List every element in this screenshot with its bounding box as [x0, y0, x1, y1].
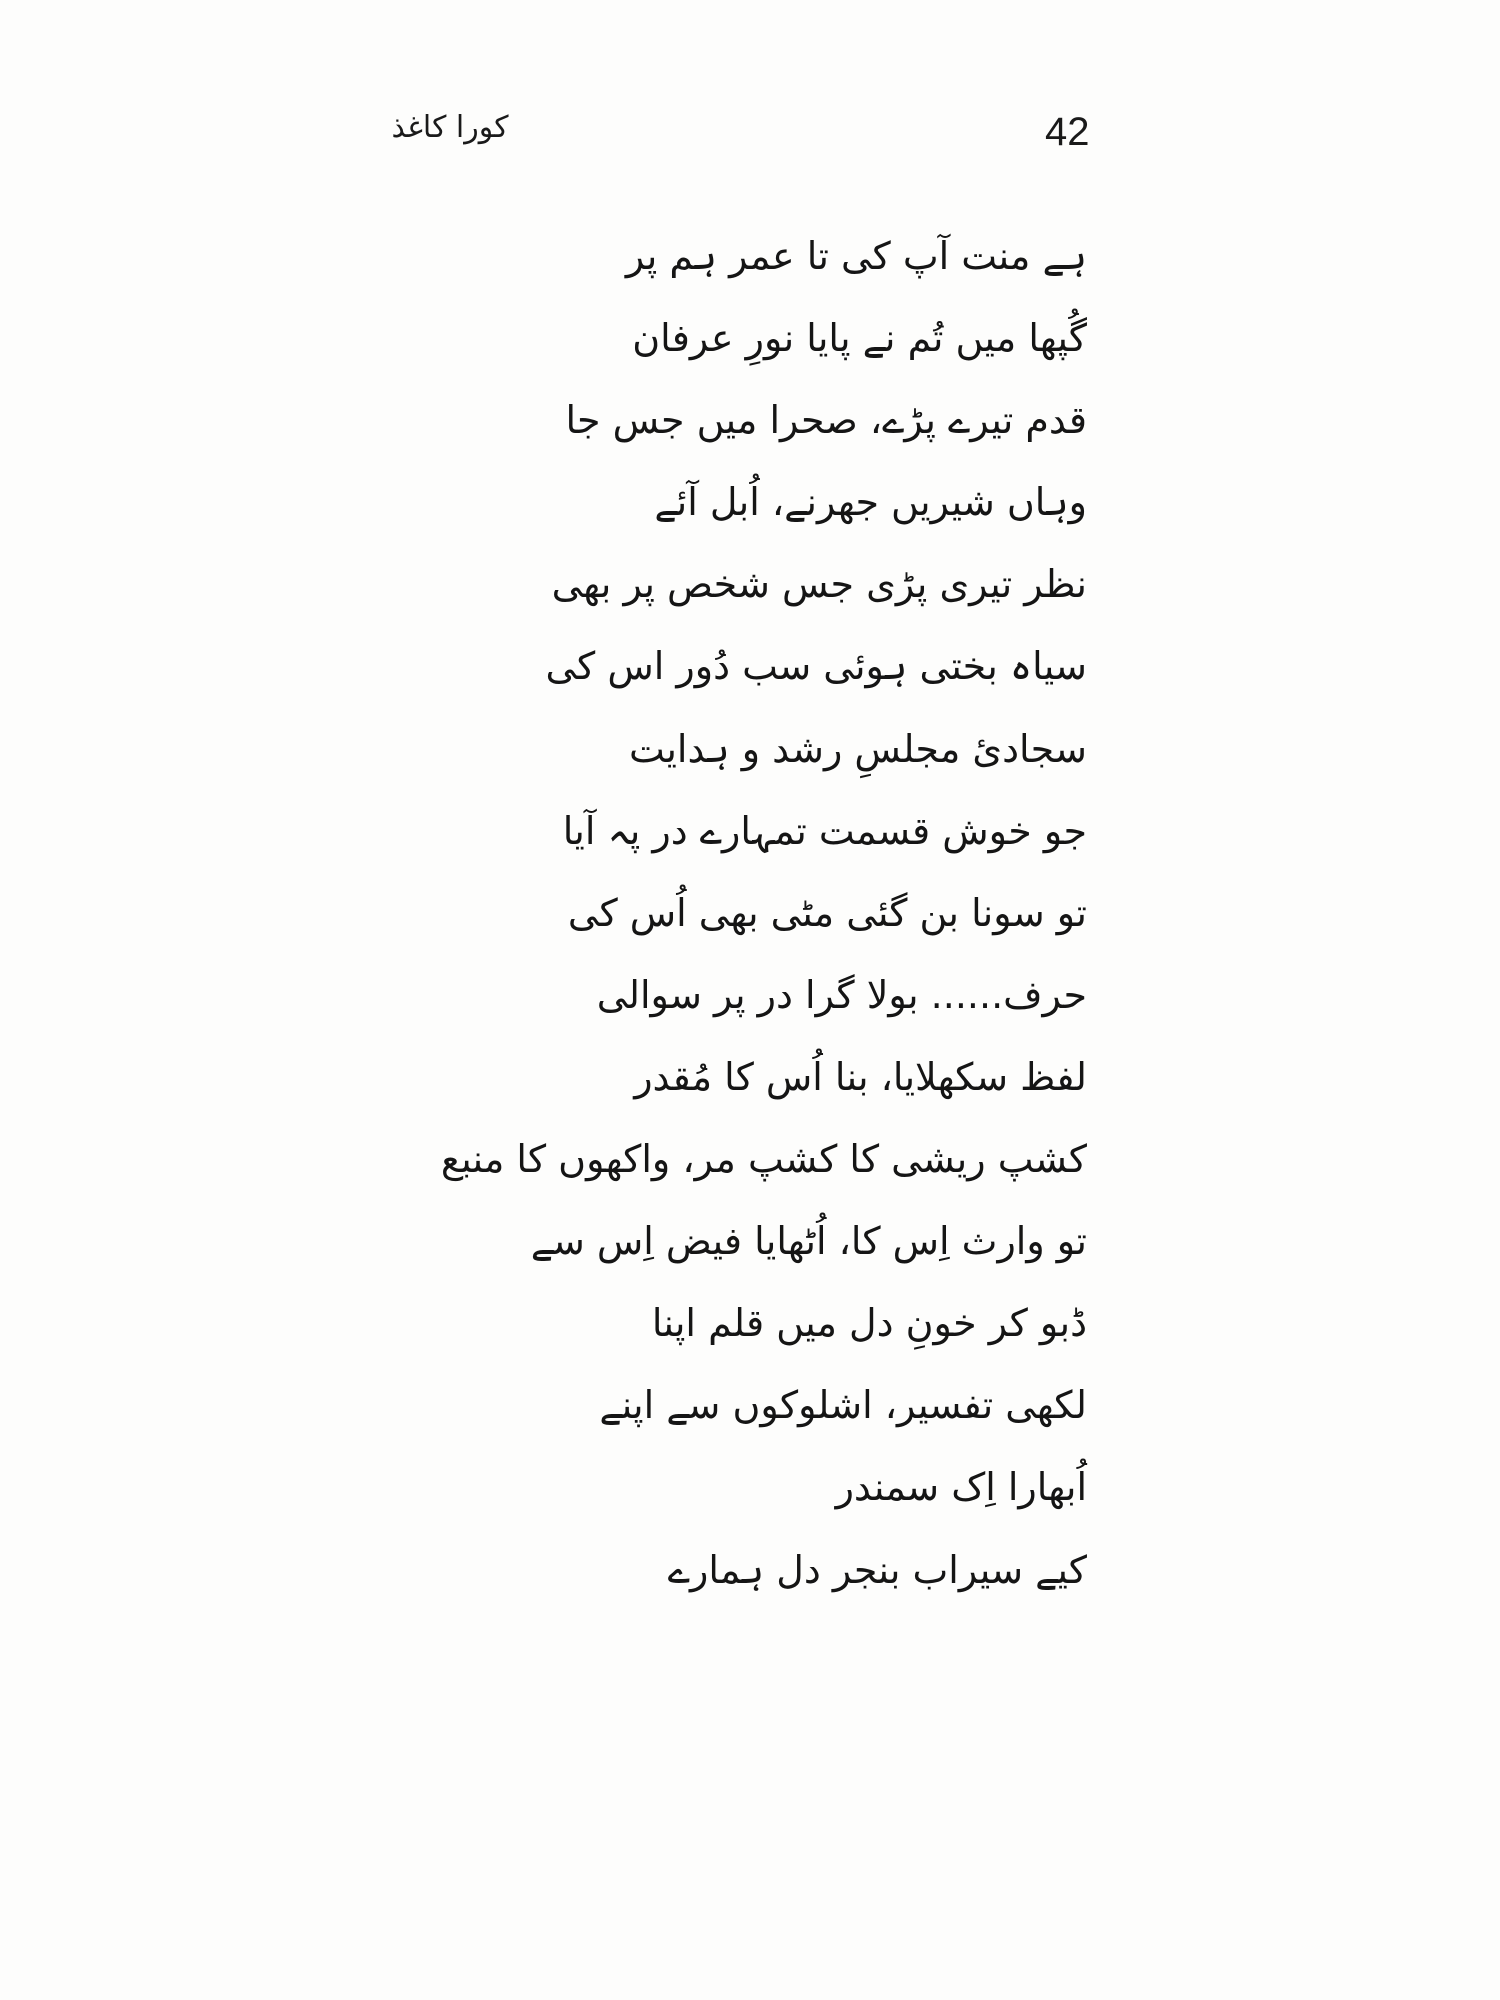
poem-line: نظر تیری پڑی جس شخص پر بھی: [551, 562, 1087, 607]
poem-line: لکھی تفسیر، اشلوکوں سے اپنے: [599, 1383, 1087, 1428]
poem-line: حرف...... بولا گرا در پر سوالی: [596, 972, 1087, 1017]
poem-line: گُپھا میں تُم نے پایا نورِ عرفان: [632, 316, 1087, 361]
poem-line: اُبھارا اِک سمندر: [835, 1465, 1087, 1510]
poem-line: ہے منت آپ کی تا عمر ہم پر: [625, 234, 1087, 278]
page-number: 42: [1045, 110, 1090, 154]
poem-line: جو خوش قسمت تمہارے در پہ آیا: [562, 808, 1087, 853]
poem-line: لفظ سکھلایا، بنا اُس کا مُقدر: [634, 1054, 1087, 1099]
poem-line: سجادیٔ مجلسِ رشد و ہدایت: [629, 726, 1087, 771]
poem-line: سیاہ بختی ہوئی سب دُور اس کی: [545, 644, 1087, 689]
poem-line: تو سونا بن گئی مٹی بھی اُس کی: [567, 890, 1087, 935]
poem-line: تو وارث اِس کا، اُٹھایا فیض اِس سے: [530, 1219, 1087, 1264]
poem-line: قدم تیرے پڑے، صحرا میں جس جا: [565, 398, 1087, 443]
poem: [387, 228, 1087, 1624]
running-title: کورا کاغذ: [391, 110, 509, 145]
poem-line: وہاں شیریں جھرنے، اُبل آئے: [654, 480, 1087, 525]
poem-line: کیے سیراب بنجر دل ہمارے: [667, 1547, 1087, 1592]
poem-line: ڈبو کر خونِ دل میں قلم اپنا: [651, 1301, 1087, 1346]
poem-line: کشپ ریشی کا کشپ مر، واکھوں کا منبع: [440, 1137, 1087, 1182]
